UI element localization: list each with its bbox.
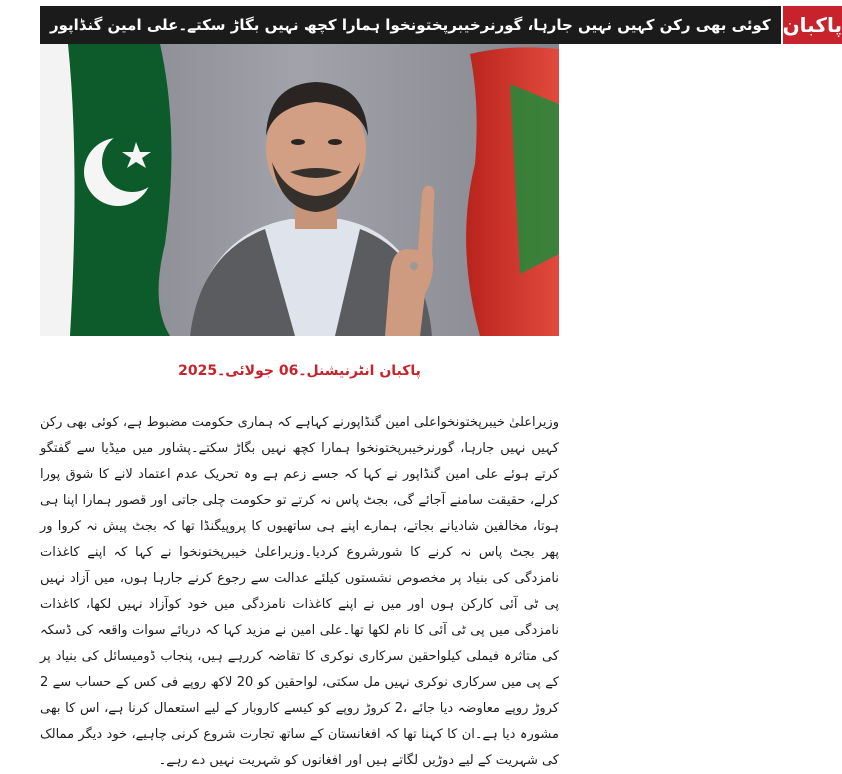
- news-photo: [40, 44, 559, 336]
- party-flag: [466, 47, 559, 336]
- brand-logo[interactable]: پاکبان: [781, 6, 842, 44]
- dateline: پاکبان انٹرنیشنل۔06 جولائی۔2025: [178, 363, 421, 379]
- pakistan-flag: [40, 44, 171, 336]
- headline[interactable]: کوئی بھی رکن کہیں نہیں جارہا، گورنرخیبرپختونخوا ہمارا کچھ نہیں بگاڑ سکتے۔علی امین گنڈاپور: [40, 6, 781, 44]
- header-bar: [40, 6, 842, 44]
- article-body: وزیراعلیٰ خیبرپختونخواعلی امین گنڈاپورنے کہاہے کہ ہماری حکومت مضبوط ہے، کوئی بھی رکن کہیں نہیں جارہا، گورنرخیبرپختونخوا ہمارا کچھ نہیں بگاڑ سکتے۔پشاور میں میڈیا سے گفتگو کرتے ہوئے علی امین گنڈاپور نے کہا کہ جسے زعم ہے وہ تحریک عدم اعتماد لانے کا شوق پورا کرلے، حقیقت سامنے آجائے گی، بجٹ پاس نہ کرتے تو حکومت چلی جاتی اور قصور ہمارا اپنا ہی ہوتا، مخالفین شادیانے بجاتے، ہمارے اپنے ہی ساتھیوں کا پروپیگنڈا تھا کہ بجٹ پیش نہ کروا ور پھر بجٹ پاس نہ کرنے کا شورشروع کردیا۔وزیراعلیٰ خیبرپختونخوا نے کہا کہ اپنے کاغذات نامزدگی کی بنیاد پر مخصوص نشستوں کیلئے عدالت سے رجوع کرنے جارہا ہوں، میں آزاد نہیں پی ٹی آئی کارکن ہوں اور میں نے اپنے کاغذات نامزدگی میں خود کوآزاد نہیں لکھا، کاغذات نامزدگی میں پی ٹی آئی کا نام لکھا تھا۔علی امین نے مزید کہا کہ دریائے سوات واقعہ کی ڈسکہ کی متاثرہ فیملی کیلواحقین سرکاری نوکری کا تقاضہ کررہے ہیں، پنجاب ڈومیسائل کی بنیاد پر کے پی میں سرکاری نوکری نہیں مل سکتی، لواحقین کو 20 لاکھ روپے فی کس کے حساب سے 2 کروڑ روپے معاوضہ دیا جائے ،2 کروڑ روپے کو کیسے کاروبار کے لیے استعمال کرنا ہے، اس کا بھی مشورہ دیا ہے۔ان کا کہنا تھا کہ افغانستان کے ساتھ تجارت شروع کرنی چاہیے، خود دیگر ممالک کی شہریت کے لیے دوڑیں لگاتے ہیں اور افغانوں کو شہریت نہیں دے رہے۔: [40, 415, 559, 768]
